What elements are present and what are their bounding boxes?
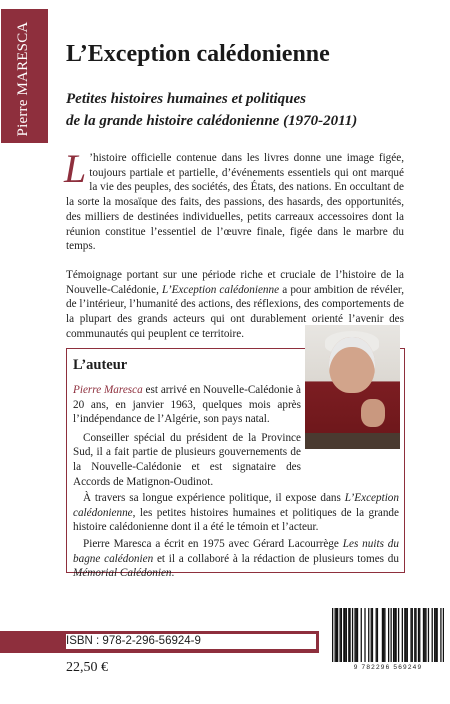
book-subtitle [66, 88, 406, 132]
author-bio-paragraph-4-text-a: Pierre Maresca a écrit en 1975 avec Gérard Lacourrège [83, 537, 343, 550]
barcode-bar [432, 608, 433, 662]
barcode-bar [348, 608, 349, 662]
author-section [66, 348, 405, 580]
barcode-bar [376, 608, 377, 662]
barcode-bar [344, 608, 345, 662]
barcode-bar [388, 608, 389, 662]
barcode-bar [418, 608, 419, 662]
barcode-bar [407, 608, 408, 662]
isbn-label: ISBN : 978-2-296-56924-9 [66, 634, 316, 649]
barcode-bar [405, 608, 406, 662]
barcode-digits: 9 782296 569249 [353, 664, 423, 671]
barcode-bar [339, 608, 340, 662]
blurb-paragraph-1-text: ’histoire officielle contenue dans les livres donne une image figée, toujours partiale et partielle, d’événements essentiels qui ont marqué la vie des peuples, des sociétés, des États, des nations. En occultant de la sorte la mosaïque des faits, des passions, des hasards, des opportunités, des milliers de destinées individuelles, petits carreaux accessoires dont la réunion constitue l’essentiel de l’œuvre finale, figée dans le marbre du temps. [66, 152, 404, 253]
author-bio [73, 383, 399, 583]
spine-author-name: Pierre MARESCA [15, 21, 31, 137]
barcode-bar [398, 608, 399, 662]
book-title: L’Exception calédonienne [66, 41, 330, 67]
author-name: Pierre Maresca [73, 384, 143, 396]
blurb-paragraph-2-text-a: Témoignage portant sur une période riche et cruciale de l’histoire de la Nouvelle-Calédonie, [66, 268, 404, 296]
subtitle-line-1: Petites histoires humaines et politiques [66, 91, 307, 107]
author-bio-paragraph-2: Conseiller spécial du président de la Province Sud, il a fait partie de plusieurs gouvernements de la Nouvelle-Calédonie et est signataire des Accords de Matignon-Oudinot. [73, 431, 301, 488]
author-bio-paragraph-4-text-b: et il a collaboré à la rédaction de plusieurs tomes du [153, 552, 399, 565]
author-bio-paragraph-4-end: . [171, 567, 175, 580]
barcode-bar [435, 608, 436, 662]
barcode-bar [437, 608, 438, 662]
barcode-bar [410, 608, 411, 662]
author-bio-memorial-italic: Mémorial Calédonien [73, 567, 172, 580]
author-bio-paragraph-3-text-a: À travers sa longue expérience politique, il expose dans [83, 492, 345, 505]
barcode-bar [336, 608, 337, 662]
blurb-paragraph-1 [64, 146, 404, 254]
barcode-bar [343, 608, 344, 662]
barcode-bar [346, 608, 347, 662]
author-heading: L’auteur [73, 357, 128, 373]
barcode-bar [377, 608, 378, 662]
author-bio-paragraph-1-text: est arrivé en Nouvelle-Calédonie à 20 ans, en janvier 1963, quelques mois après l’indépendance de l’Algérie, son pays natal. [73, 384, 301, 426]
barcode-bar [393, 608, 394, 662]
barcode-bar [443, 608, 444, 662]
barcode-bars [332, 608, 444, 664]
author-bio-paragraph-3 [73, 491, 399, 535]
author-bio-book-title-italic: L’Exception calédonienne [73, 492, 399, 519]
barcode-bar [337, 608, 338, 662]
author-bio-paragraph-4 [73, 537, 399, 581]
barcode-bar [349, 608, 350, 662]
barcode-bar [423, 608, 424, 662]
barcode-bar [352, 608, 353, 662]
blurb-book-title-italic: L’Exception calédonienne [162, 283, 280, 296]
barcode-bar [371, 608, 372, 662]
barcode-bar [419, 608, 420, 662]
barcode-bar [383, 608, 384, 662]
barcode-bar [415, 608, 416, 662]
barcode-bar [372, 608, 373, 662]
author-bio-paragraph-3-text-b: , les petites histoires humaines et politiques de la grande histoire calédonienne dont il a été le témoin et l’acteur. [73, 506, 399, 534]
barcode-bar [364, 608, 365, 662]
drop-cap: L [64, 146, 87, 191]
price-label: 22,50 € [66, 660, 108, 675]
barcode-bar [334, 608, 335, 662]
barcode-bar [424, 608, 425, 662]
barcode-bar [356, 608, 357, 662]
barcode-bar [361, 608, 362, 662]
subtitle-line-2: de la grande histoire calédonienne (1970-2011) [66, 113, 358, 129]
author-bio-paragraph-1 [73, 383, 301, 427]
barcode-bar [440, 608, 441, 662]
barcode-bar [412, 608, 413, 662]
barcode-bar [402, 608, 403, 662]
spine-author-tab [1, 9, 48, 143]
barcode-bar [332, 608, 333, 662]
barcode-bar [341, 608, 342, 662]
barcode-bar [394, 608, 395, 662]
barcode-bar [428, 608, 429, 662]
barcode-bar [404, 608, 405, 662]
barcode-bar [425, 608, 426, 662]
barcode-bar [384, 608, 385, 662]
barcode-bar [354, 608, 355, 662]
barcode-bar [390, 608, 391, 662]
barcode-bar [357, 608, 358, 662]
barcode-bar [382, 608, 383, 662]
blurb-paragraph-2-text-b: a pour ambition de révéler, de l’intérieur, l’humanité des actions, des réflexions, des comportements de la plupart des grands acteurs qui ont durablement orienté l’avenir des communautés qui peuplent ce territoire. [66, 283, 404, 340]
barcode-bar [414, 608, 415, 662]
barcode [322, 600, 450, 672]
barcode-bar [395, 608, 396, 662]
barcode-bar [368, 608, 369, 662]
barcode-bar [434, 608, 435, 662]
author-bio-other-book-italic: Les nuits du bagne calédonien [73, 537, 399, 565]
